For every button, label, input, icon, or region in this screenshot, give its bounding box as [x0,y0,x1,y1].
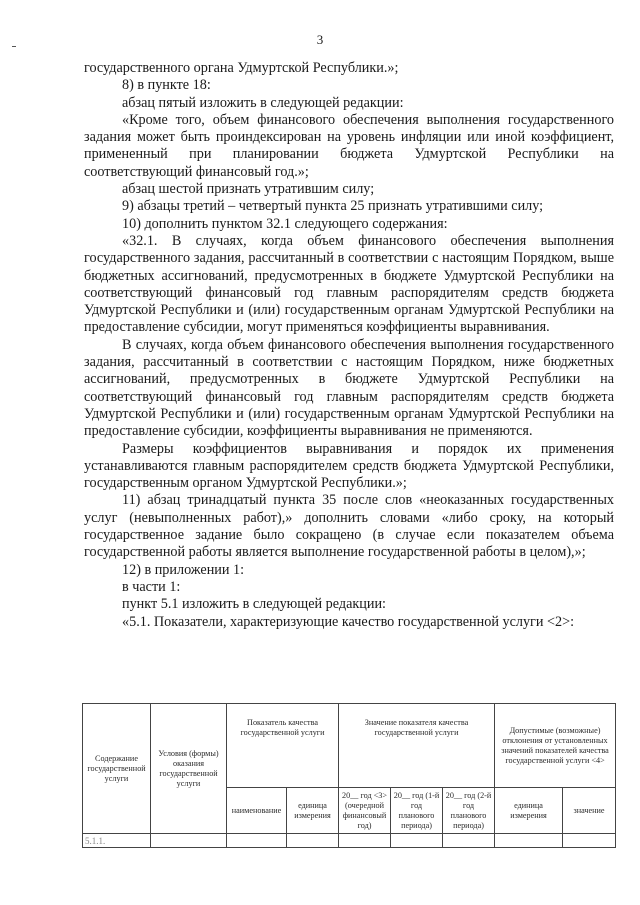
header-year-1: 20__ год (1-й год планового периода) [391,788,443,834]
table-cell [495,834,563,848]
paragraph: абзац пятый изложить в следующей редакции: [122,94,404,111]
margin-mark [12,46,16,47]
table-cell [443,834,495,848]
page-number: 3 [316,32,324,47]
paragraph: Размеры коэффициентов выравнивания и порядок их применения устанавливаются главным распорядителем средств бюджета Удмуртской Республики, государственным органом Удмуртской Республики.»; [84,440,614,492]
paragraph: государственного органа Удмуртской Республики.»; [84,60,399,76]
table-cell [227,834,287,848]
header-conditions: Условия (формы) оказания государственной услуги [151,704,227,834]
quality-indicators-table [82,703,615,848]
header-value: Значение показателя качества государственной услуги [339,704,495,788]
paragraph: «32.1. В случаях, когда объем финансового обеспечения выполнения государственного задания, рассчитанный в соответствии с настоящим Порядком, выше бюджетных ассигнований, предусмотренных в бюджете Удмуртской Республики на соответствующий финансовый год главным распорядителям средств бюджета Удмуртской Республики и (или) государственным органам Удмуртской Республики на предоставление субсидии, могут применяться коэффициенты выравнивания. [84,232,614,336]
header-deviation-value: значение [563,788,616,834]
paragraph: 10) дополнить пунктом 32.1 следующего содержания: [122,215,448,232]
header-indicator: Показатель качества государственной услуги [227,704,339,788]
paragraph: абзац шестой признать утратившим силу; [122,181,375,198]
table-cell [391,834,443,848]
paragraph: «Кроме того, объем финансового обеспечения выполнения государственного задания может быть проиндексирован на уровень инфляции или иной коэффициент, примененный при планировании бюджета Удмуртской Республики на соответствующий финансовый год.»; [84,111,614,180]
table-cell [287,834,339,848]
table-cell [339,834,391,848]
header-indicator-unit: единица измерения [287,788,339,834]
table-cell [151,834,227,848]
header-deviation: Допустимые (возможные) отклонения от установленных значений показателей качества государственной услуги <4> [495,704,616,788]
header-indicator-name: наименование [227,788,287,834]
header-year-current: 20__ год <3> (очередной финансовый год) [339,788,391,834]
header-deviation-unit: единица измерения [495,788,563,834]
paragraph: В случаях, когда объем финансового обеспечения выполнения государственного задания, рассчитанный в соответствии с настоящим Порядком, ниже бюджетных ассигнований, предусмотренных в бюджете Удмуртской Республики на соответствующий финансовый год главным распорядителям средств бюджета Удмуртской Республики и (или) государственным органам Удмуртской Республики на предоставление субсидии, коэффициенты выравнивания не применяются. [84,336,614,440]
paragraph: пункт 5.1 изложить в следующей редакции: [122,596,386,613]
paragraph: в части 1: [122,578,181,595]
document-body [84,60,614,631]
table-row-number: 5.1.1. [83,834,151,848]
paragraph: «5.1. Показатели, характеризующие качество государственной услуги <2>: [122,613,575,630]
paragraph: 8) в пункте 18: [122,77,211,94]
header-year-2: 20__ год (2-й год планового периода) [443,788,495,834]
table-cell [563,834,616,848]
paragraph: 11) абзац тринадцатый пункта 35 после слов «неоказанных государственных услуг (невыполненных работ),» дополнить словами «либо сроку, на который государственное задание было сокращено (в случае если показателем объема государственной работы является выполнение государственной работы в целом),»; [84,492,614,561]
header-content: Содержание государственной услуги [83,704,151,834]
paragraph: 9) абзацы третий – четвертый пункта 25 признать утратившими силу; [122,198,544,215]
paragraph: 12) в приложении 1: [122,561,245,578]
